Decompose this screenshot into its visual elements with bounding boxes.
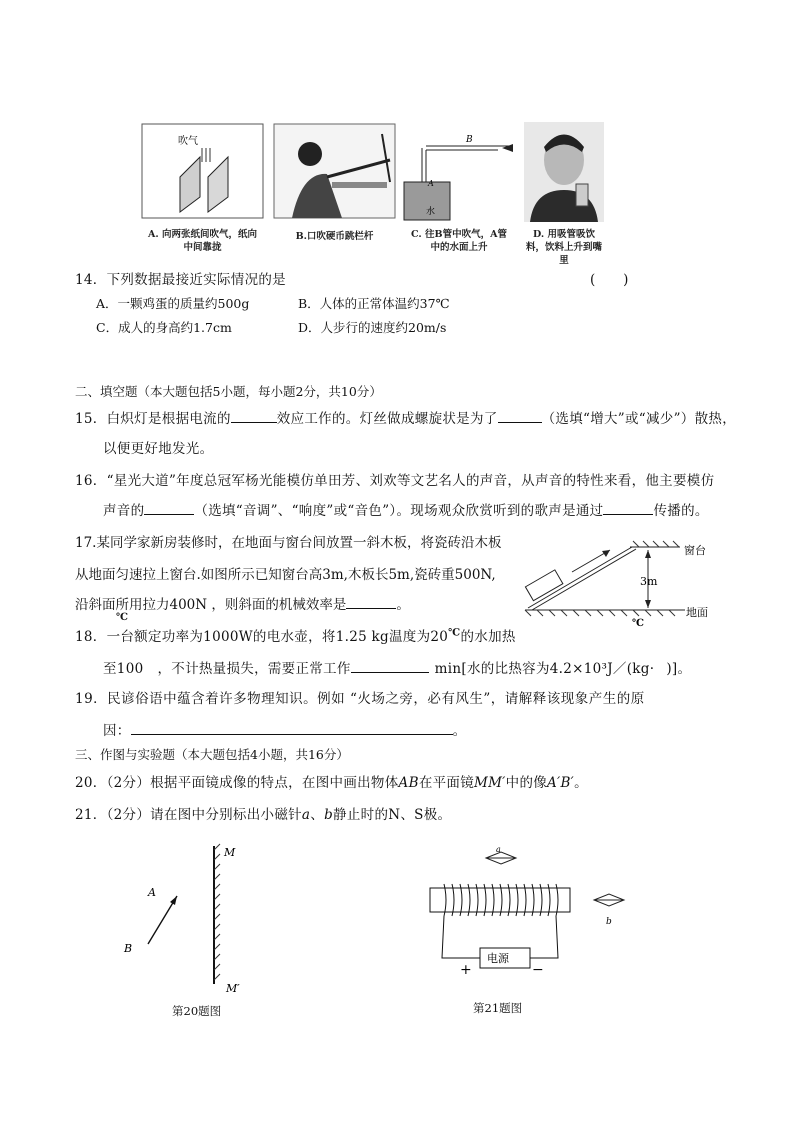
q17-blank[interactable] [346,596,396,609]
fig21-caption: 第21题图 [473,1001,523,1015]
q15-line-2: 以便更好地发光。 [103,441,214,457]
fig20-caption: 第20题图 [172,1004,222,1018]
q18-part-2d: )]。 [666,661,692,677]
q20-part-pre: 20．（2分）根据平面镜成像的特点，在图中画出物体 [75,775,399,791]
q15-line-1 [75,407,736,427]
panel-d-caption: D. 用吸管吸饮料，饮料上升到嘴里 [525,229,602,266]
panel-c-caption: C. 往B管中吹气，A管中的水面上升 [411,229,507,253]
q18-part-2a: 至100 [103,661,144,677]
straw-drink-photo [524,122,604,222]
q17-part-3b: 。 [396,597,410,613]
label-a: A [428,179,434,188]
q14-option-a: A．一颗鸡蛋的质量约500g [96,296,250,311]
q20-part-mid2: 中的像 [505,775,548,791]
figure-panel-d [524,122,604,266]
section-3-heading: 三、作图与实验题（本大题包括4小题，共16分） [75,747,349,762]
q18-line-2 [103,657,691,677]
incline-top-label: 窗台 [684,544,706,557]
q18-blank[interactable] [351,660,429,673]
q15-part-2: 效应工作的。灯丝做成螺旋状是为了 [276,411,498,427]
q18-line-1 [75,625,516,645]
figure-panel-a [140,122,265,252]
incline-height-label: 3m [640,575,658,588]
q21-sep: 、 [310,807,325,823]
q16-line-1: 16．“星光大道”年度总冠军杨光能模仿单田芳、刘欢等文艺名人的声音，从声音的特性来看，他主要模仿 [75,473,715,489]
q18-stray-degree: ℃ [116,612,128,623]
q17-line-3 [75,593,410,613]
q20-ab: AB [398,775,419,791]
coin-jump-illustration [272,122,397,222]
object-label-b: B [124,942,133,955]
q15-blank-1[interactable] [231,410,277,423]
q14-option-c: C．成人的身高约1.7cm [96,320,232,335]
q18-part-2c: min[水的比热容为4.2×10³J／(kg· [434,661,655,677]
label-b: B [466,135,473,145]
mirror-label-m: M [224,846,236,859]
q21-b: b [324,807,334,823]
q14-option-b: B．人体的正常体温约37℃ [298,296,450,311]
power-source-label: 电源 [487,952,509,965]
label-water: 水 [426,207,436,217]
q17-line-2: 从地面匀速拉上窗台.如图所示已知窗台高3m,木板长5m,瓷砖重500N, [75,567,496,583]
q16-part-3: （选填“音调”、“响度”或“音色”）。现场观众欣赏听到的歌声是通过 [194,503,604,519]
tube-blow-illustration [398,122,520,222]
q17-part-3a: 沿斜面所用拉力400N ，则斜面的机械效率是 [75,597,347,613]
q15-part-1: 15．白炽灯是根据电流的 [75,411,231,427]
needle-label-b: b [606,917,612,927]
q21-line [75,803,451,823]
q14-option-d: D．人步行的速度约20m/s [298,320,447,335]
q20-image-label: A′B′ [547,775,575,791]
needle-label-a: a [496,845,501,854]
q19-part-2b: 。 [452,723,467,739]
q20-mm: MM′ [474,775,506,791]
q18-part-1: 18．一台额定功率为1000W的电水壶，将1.25 kg温度为20 [75,629,449,645]
q16-blank-1[interactable] [144,502,194,515]
q21-part-pre: 21．（2分）请在图中分别标出小磁针 [75,807,302,823]
q20-part-end: 。 [574,775,588,791]
figure-panel-c [398,122,520,252]
q16-line-2 [103,499,709,519]
minus-terminal: − [532,962,544,978]
panel-a-caption: A. 向两张纸间吹气，纸向中间靠拢 [148,229,257,253]
q14-stem: 14．下列数据最接近实际情况的是 [75,272,286,288]
q17-incline-figure [520,538,720,630]
q14-bracket: ( ) [590,272,629,288]
q15-blank-2[interactable] [498,410,542,423]
q20-mirror-figure [110,840,260,1000]
plus-terminal: + [460,962,472,978]
q19-blank[interactable] [131,722,453,735]
panel-b-caption: B.口吹硬币跳栏杆 [295,231,374,242]
q19-line-2 [103,719,466,739]
q18-degree: ℃ [448,627,461,639]
q19-part-2a: 因： [103,723,131,739]
q20-line [75,771,588,791]
q19-line-1: 19．民谚俗语中蕴含着许多物理知识。例如 “火场之旁，必有风生”，请解释该现象产生的原 [75,691,645,707]
q16-part-2: 声音的 [103,503,145,519]
q21-a: a [301,807,311,823]
mirror-label-m-prime: M′ [226,982,240,995]
q16-part-4: 传播的。 [653,503,709,519]
q21-solenoid-figure [420,844,640,984]
blow-label: 吹气 [178,136,198,147]
q21-part-end: 静止时的N、S极。 [333,807,452,823]
stray-degree-mark: ℃ [632,618,644,629]
q15-part-3: （选填“增大”或“减少”）散热， [541,411,736,427]
section-2-heading: 二、填空题（本大题包括5小题，每小题2分，共10分） [75,384,382,399]
q20-part-mid: 在平面镜 [418,775,475,791]
figure-panel-b [272,122,397,252]
incline-bottom-label: 地面 [686,606,708,619]
q16-blank-2[interactable] [603,502,653,515]
q18-part-1b: 的水加热 [460,629,516,645]
paper-blow-illustration [140,122,265,222]
q18-part-2b: ，不计热量损失，需要正常工作 [157,661,351,677]
object-label-a: A [148,886,156,899]
q17-line-1: 17.某同学家新房装修时，在地面与窗台间放置一斜木板，将瓷砖沿木板 [75,535,502,551]
